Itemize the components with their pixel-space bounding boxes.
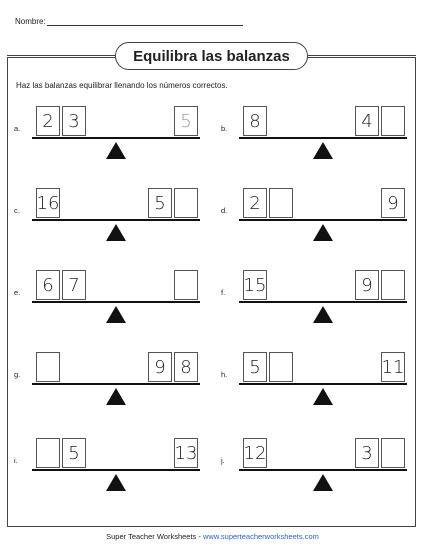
banner-line-right xyxy=(308,55,416,56)
left-number-box[interactable] xyxy=(36,352,60,382)
footer-text: Super Teacher Worksheets - xyxy=(106,532,203,541)
left-number-box: 5 xyxy=(243,352,267,382)
right-number-box: 9 xyxy=(355,270,379,300)
right-number-box[interactable] xyxy=(381,438,405,468)
balance-problem xyxy=(221,106,401,176)
name-label: Nombre: xyxy=(15,17,46,26)
balance-problem xyxy=(221,352,405,422)
problem-letter: g. xyxy=(14,370,21,379)
balance-beam xyxy=(239,301,407,303)
right-number-box: 11 xyxy=(381,352,405,382)
fulcrum-triangle xyxy=(313,224,333,241)
name-line[interactable] xyxy=(47,16,243,26)
problem-letter: j. xyxy=(221,456,225,465)
left-number-box: 12 xyxy=(243,438,267,468)
right-number-box: 3 xyxy=(355,438,379,468)
left-number-box: 7 xyxy=(62,270,86,300)
balance-beam xyxy=(239,137,407,139)
left-number-box[interactable] xyxy=(36,438,60,468)
right-number-box[interactable] xyxy=(381,106,405,136)
balance-problem xyxy=(221,188,401,258)
fulcrum-triangle xyxy=(106,142,126,159)
problem-letter: f. xyxy=(221,288,226,297)
left-number-box: 2 xyxy=(36,106,60,136)
balance-beam xyxy=(32,137,200,139)
right-number-box: 5 xyxy=(174,106,198,136)
fulcrum-triangle xyxy=(106,224,126,241)
left-number-box: 6 xyxy=(36,270,60,300)
balance-problem xyxy=(14,188,194,258)
balance-beam xyxy=(32,219,200,221)
problem-letter: a. xyxy=(14,124,21,133)
balance-problem xyxy=(14,438,198,508)
balance-problem xyxy=(14,106,194,176)
fulcrum-triangle xyxy=(313,388,333,405)
left-number-box[interactable] xyxy=(269,352,293,382)
balance-beam xyxy=(239,219,407,221)
left-number-box: 15 xyxy=(243,270,267,300)
left-number-box[interactable] xyxy=(269,188,293,218)
right-number-box: 5 xyxy=(148,188,172,218)
fulcrum-triangle xyxy=(313,306,333,323)
problem-letter: i. xyxy=(14,456,18,465)
balance-beam xyxy=(239,469,407,471)
left-number-box: 2 xyxy=(243,188,267,218)
balance-problem xyxy=(221,270,401,340)
worksheet-title: Equilibra las balanzas xyxy=(115,42,308,70)
balance-beam xyxy=(32,469,200,471)
problem-letter: d. xyxy=(221,206,228,215)
balance-beam xyxy=(32,301,200,303)
balance-problem xyxy=(14,352,194,422)
fulcrum-triangle xyxy=(313,142,333,159)
name-field-row xyxy=(15,16,243,26)
fulcrum-triangle xyxy=(313,474,333,491)
problem-letter: e. xyxy=(14,288,21,297)
balance-beam xyxy=(32,383,200,385)
footer-link[interactable]: www.superteacherworksheets.com xyxy=(202,532,319,541)
instructions: Haz las balanzas equilibrar llenando los números correctos. xyxy=(16,81,228,90)
problem-letter: b. xyxy=(221,124,228,133)
right-number-box: 4 xyxy=(355,106,379,136)
balance-problem xyxy=(14,270,194,340)
banner-line-left xyxy=(7,55,115,56)
right-number-box: 9 xyxy=(148,352,172,382)
balance-beam xyxy=(239,383,407,385)
right-number-box[interactable] xyxy=(381,270,405,300)
balance-problem xyxy=(221,438,401,508)
fulcrum-triangle xyxy=(106,388,126,405)
left-number-box: 5 xyxy=(62,438,86,468)
right-number-box: 8 xyxy=(174,352,198,382)
left-number-box: 8 xyxy=(243,106,267,136)
left-number-box: 16 xyxy=(36,188,60,218)
right-number-box: 13 xyxy=(174,438,198,468)
right-number-box[interactable] xyxy=(174,270,198,300)
right-number-box: 9 xyxy=(381,188,405,218)
problem-letter: h. xyxy=(221,370,228,379)
left-number-box: 3 xyxy=(62,106,86,136)
right-number-box[interactable] xyxy=(174,188,198,218)
footer xyxy=(0,532,425,541)
fulcrum-triangle xyxy=(106,474,126,491)
fulcrum-triangle xyxy=(106,306,126,323)
problem-letter: c. xyxy=(14,206,20,215)
